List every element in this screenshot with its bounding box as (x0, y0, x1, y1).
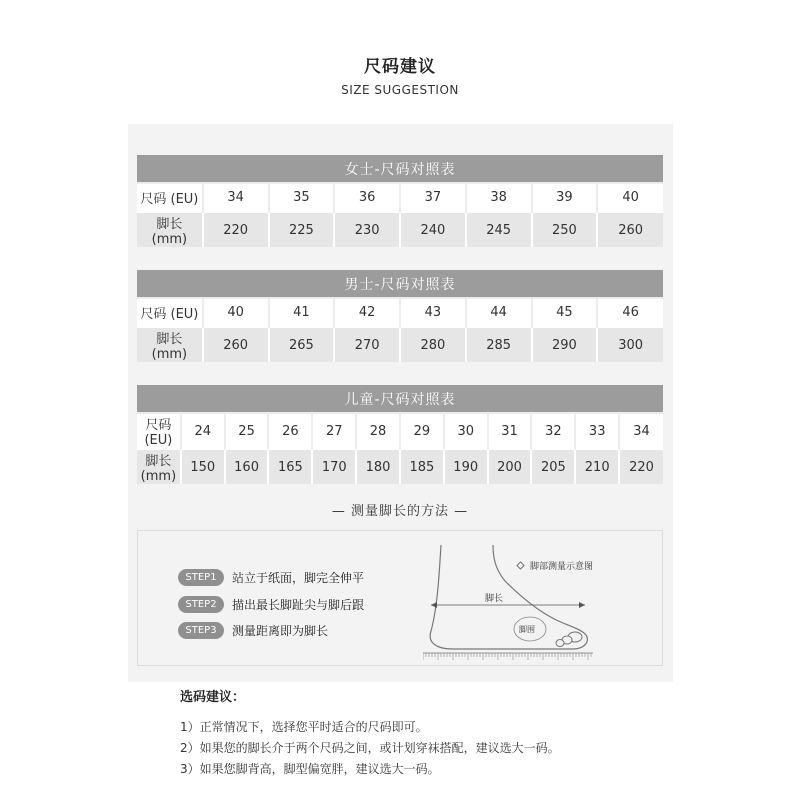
length-cell: 230 (334, 212, 400, 247)
length-cell: 205 (531, 449, 575, 484)
kids-size-row (137, 413, 663, 449)
foot-outline (430, 545, 587, 649)
step-badge: STEP1 (178, 569, 224, 586)
size-cell: 40 (203, 298, 269, 327)
men-size-row (137, 298, 663, 327)
arrow-head-right (579, 602, 585, 608)
length-cell: 200 (488, 449, 532, 484)
women-table-title: 女士-尺码对照表 (137, 155, 663, 183)
foot-girth-label: 脚围 (519, 625, 535, 634)
women-size-row (137, 183, 663, 212)
advice-title: 选码建议： (180, 690, 246, 705)
size-cell: 46 (597, 298, 663, 327)
step-badge: STEP3 (178, 622, 224, 639)
size-cell: 32 (531, 413, 575, 449)
length-cell: 260 (597, 212, 663, 247)
page-subtitle: SIZE SUGGESTION (341, 83, 459, 97)
size-cell: 38 (466, 183, 532, 212)
diagram-legend: 脚部测量示意图 (530, 562, 594, 572)
size-cell: 35 (269, 183, 335, 212)
size-cell: 25 (225, 413, 269, 449)
size-cell: 33 (575, 413, 619, 449)
step-text: 站立于纸面，脚完全伸平 (232, 570, 365, 585)
kids-length-row (137, 449, 663, 484)
diamond-icon (517, 562, 524, 569)
length-cell: 285 (466, 327, 532, 362)
kids-table-title: 儿童-尺码对照表 (137, 385, 663, 413)
length-cell: 210 (575, 449, 619, 484)
length-cell: 265 (269, 327, 335, 362)
length-cell: 225 (269, 212, 335, 247)
ruler (423, 653, 593, 660)
size-row-label: 尺码 (EU) (137, 413, 181, 449)
size-cell: 28 (356, 413, 400, 449)
size-cell: 43 (400, 298, 466, 327)
measure-method-box (137, 530, 663, 666)
length-cell: 160 (225, 449, 269, 484)
length-cell: 180 (356, 449, 400, 484)
size-row-label: 尺码 (EU) (137, 298, 203, 327)
kids-size-table (137, 385, 663, 484)
size-cell: 41 (269, 298, 335, 327)
length-cell: 165 (268, 449, 312, 484)
length-cell: 250 (532, 212, 598, 247)
step-text: 测量距离即为脚长 (232, 623, 329, 638)
advice-item: 3）如果您脚背高，脚型偏宽胖，建议选大一码。 (180, 762, 440, 776)
men-table-title: 男士-尺码对照表 (137, 270, 663, 298)
length-cell: 170 (312, 449, 356, 484)
length-row-label: 脚长 (mm) (137, 449, 181, 484)
size-cell: 30 (444, 413, 488, 449)
size-cell: 34 (203, 183, 269, 212)
length-cell: 245 (466, 212, 532, 247)
length-cell: 240 (400, 212, 466, 247)
women-size-table (137, 155, 663, 247)
step-text: 描出最长脚趾尖与脚后跟 (232, 597, 365, 612)
size-cell: 45 (532, 298, 598, 327)
page-title: 尺码建议 (364, 57, 436, 77)
size-cell: 34 (619, 413, 663, 449)
step-2 (178, 595, 364, 613)
step-1 (178, 568, 364, 586)
size-cell: 42 (334, 298, 400, 327)
measure-method-heading: — 测量脚长的方法 — (331, 504, 469, 519)
size-cell: 37 (400, 183, 466, 212)
length-cell: 270 (334, 327, 400, 362)
step-badge: STEP2 (178, 596, 224, 613)
size-cell: 26 (268, 413, 312, 449)
size-cell: 29 (400, 413, 444, 449)
men-length-row (137, 327, 663, 362)
foot-length-label: 脚长 (485, 594, 504, 604)
size-cell: 39 (532, 183, 598, 212)
length-cell: 260 (203, 327, 269, 362)
size-row-label: 尺码 (EU) (137, 183, 203, 212)
size-cell: 40 (597, 183, 663, 212)
length-cell: 150 (181, 449, 225, 484)
length-cell: 290 (532, 327, 598, 362)
size-cell: 36 (334, 183, 400, 212)
length-cell: 220 (203, 212, 269, 247)
length-cell: 280 (400, 327, 466, 362)
foot-measure-diagram (423, 539, 633, 661)
advice-item: 2）如果您的脚长介于两个尺码之间，或计划穿袜搭配，建议选大一码。 (180, 741, 560, 755)
size-cell: 27 (312, 413, 356, 449)
length-cell: 300 (597, 327, 663, 362)
size-cell: 44 (466, 298, 532, 327)
length-cell: 220 (619, 449, 663, 484)
length-cell: 185 (400, 449, 444, 484)
women-length-row (137, 212, 663, 247)
length-row-label: 脚长 (mm) (137, 212, 203, 247)
size-cell: 24 (181, 413, 225, 449)
toe (556, 640, 564, 647)
step-3 (178, 621, 328, 639)
advice-item: 1）正常情况下，选择您平时适合的尺码即可。 (180, 720, 428, 734)
men-size-table (137, 270, 663, 362)
arrow-head-left (431, 602, 437, 608)
size-cell: 31 (488, 413, 532, 449)
length-cell: 190 (444, 449, 488, 484)
length-row-label: 脚长 (mm) (137, 327, 203, 362)
size-advice (180, 686, 700, 780)
